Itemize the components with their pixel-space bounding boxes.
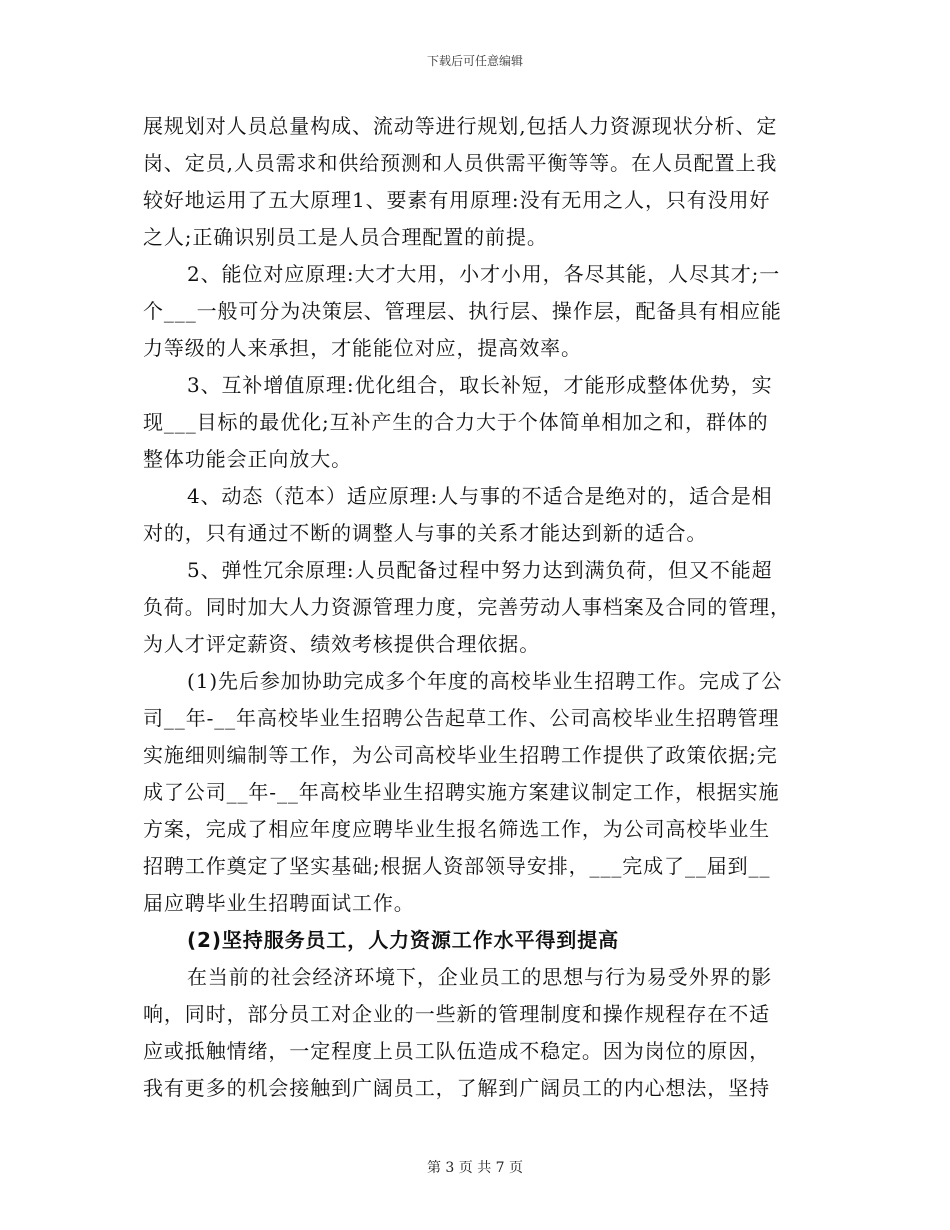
- text-line: 岗、定员,人员需求和供给预测和人员供需平衡等等。在人员配置上我: [143, 151, 778, 175]
- text-line: 个___一般可分为决策层、管理层、执行层、操作层，配备具有相应能: [143, 299, 782, 323]
- text-line: 2、能位对应原理:大才大用，小才小用，各尽其能，人尽其才;一: [187, 262, 781, 286]
- text-line: 在当前的社会经济环境下，企业员工的思想与行为易受外界的影: [187, 965, 773, 989]
- text-line: 响，同时，部分员工对企业的一些新的管理制度和操作规程存在不适: [143, 1002, 770, 1026]
- text-line: 方案，完成了相应年度应聘毕业生报名筛选工作，为公司高校毕业生: [143, 817, 770, 841]
- text-line: 较好地运用了五大原理1、要素有用原理:没有无用之人，只有没用好: [143, 188, 771, 212]
- page-header: 下载后可任意编辑: [426, 54, 523, 68]
- text-line: 实施细则编制等工作，为公司高校毕业生招聘工作提供了政策依据;完: [143, 743, 778, 767]
- text-line: 力等级的人来承担，才能能位对应，提高效率。: [143, 336, 582, 360]
- text-line: 招聘工作奠定了坚实基础;根据人资部领导安排，___完成了__届到__: [143, 854, 771, 878]
- text-line: 5、弹性冗余原理:人员配备过程中努力达到满负荷，但又不能超: [187, 558, 773, 582]
- text-line: 司__年-__年高校毕业生招聘公告起草工作、公司高校毕业生招聘管理: [143, 706, 780, 730]
- text-line: 之人;正确识别员工是人员合理配置的前提。: [143, 225, 548, 249]
- text-line: 整体功能会正向放大。: [143, 447, 352, 471]
- text-line: 4、动态（范本）适应原理:人与事的不适合是绝对的，适合是相: [187, 484, 773, 508]
- text-line: 现___目标的最优化;互补产生的合力大于个体简单相加之和，群体的: [143, 410, 769, 434]
- text-line: 我有更多的机会接触到广阔员工，了解到广阔员工的内心想法，坚持: [143, 1076, 770, 1100]
- text-line: 展规划对人员总量构成、流动等进行规划,包括人力资源现状分析、定: [143, 114, 778, 138]
- text-line: 届应聘毕业生招聘面试工作。: [143, 891, 415, 915]
- text-line: 3、互补增值原理:优化组合，取长补短，才能形成整体优势，实: [187, 373, 773, 397]
- document-body: [143, 108, 803, 1107]
- text-line: 应或抵触情绪，一定程度上员工队伍造成不稳定。因为岗位的原因，: [143, 1039, 770, 1063]
- text-line: 成了公司__年-__年高校毕业生招聘实施方案建议制定工作，根据实施: [143, 780, 780, 804]
- page-footer: 第 3 页 共 7 页: [426, 1160, 524, 1176]
- text-line: (1)先后参加协助完成多个年度的高校毕业生招聘工作。完成了公: [187, 669, 783, 693]
- text-line: 对的，只有通过不断的调整人与事的关系才能达到新的适合。: [143, 521, 708, 545]
- section-heading: (2)坚持服务员工，人力资源工作水平得到提高: [187, 928, 619, 952]
- text-line: 为人才评定薪资、绩效考核提供合理依据。: [143, 632, 541, 656]
- text-line: 负荷。同时加大人力资源管理力度，完善劳动人事档案及合同的管理，: [143, 595, 791, 619]
